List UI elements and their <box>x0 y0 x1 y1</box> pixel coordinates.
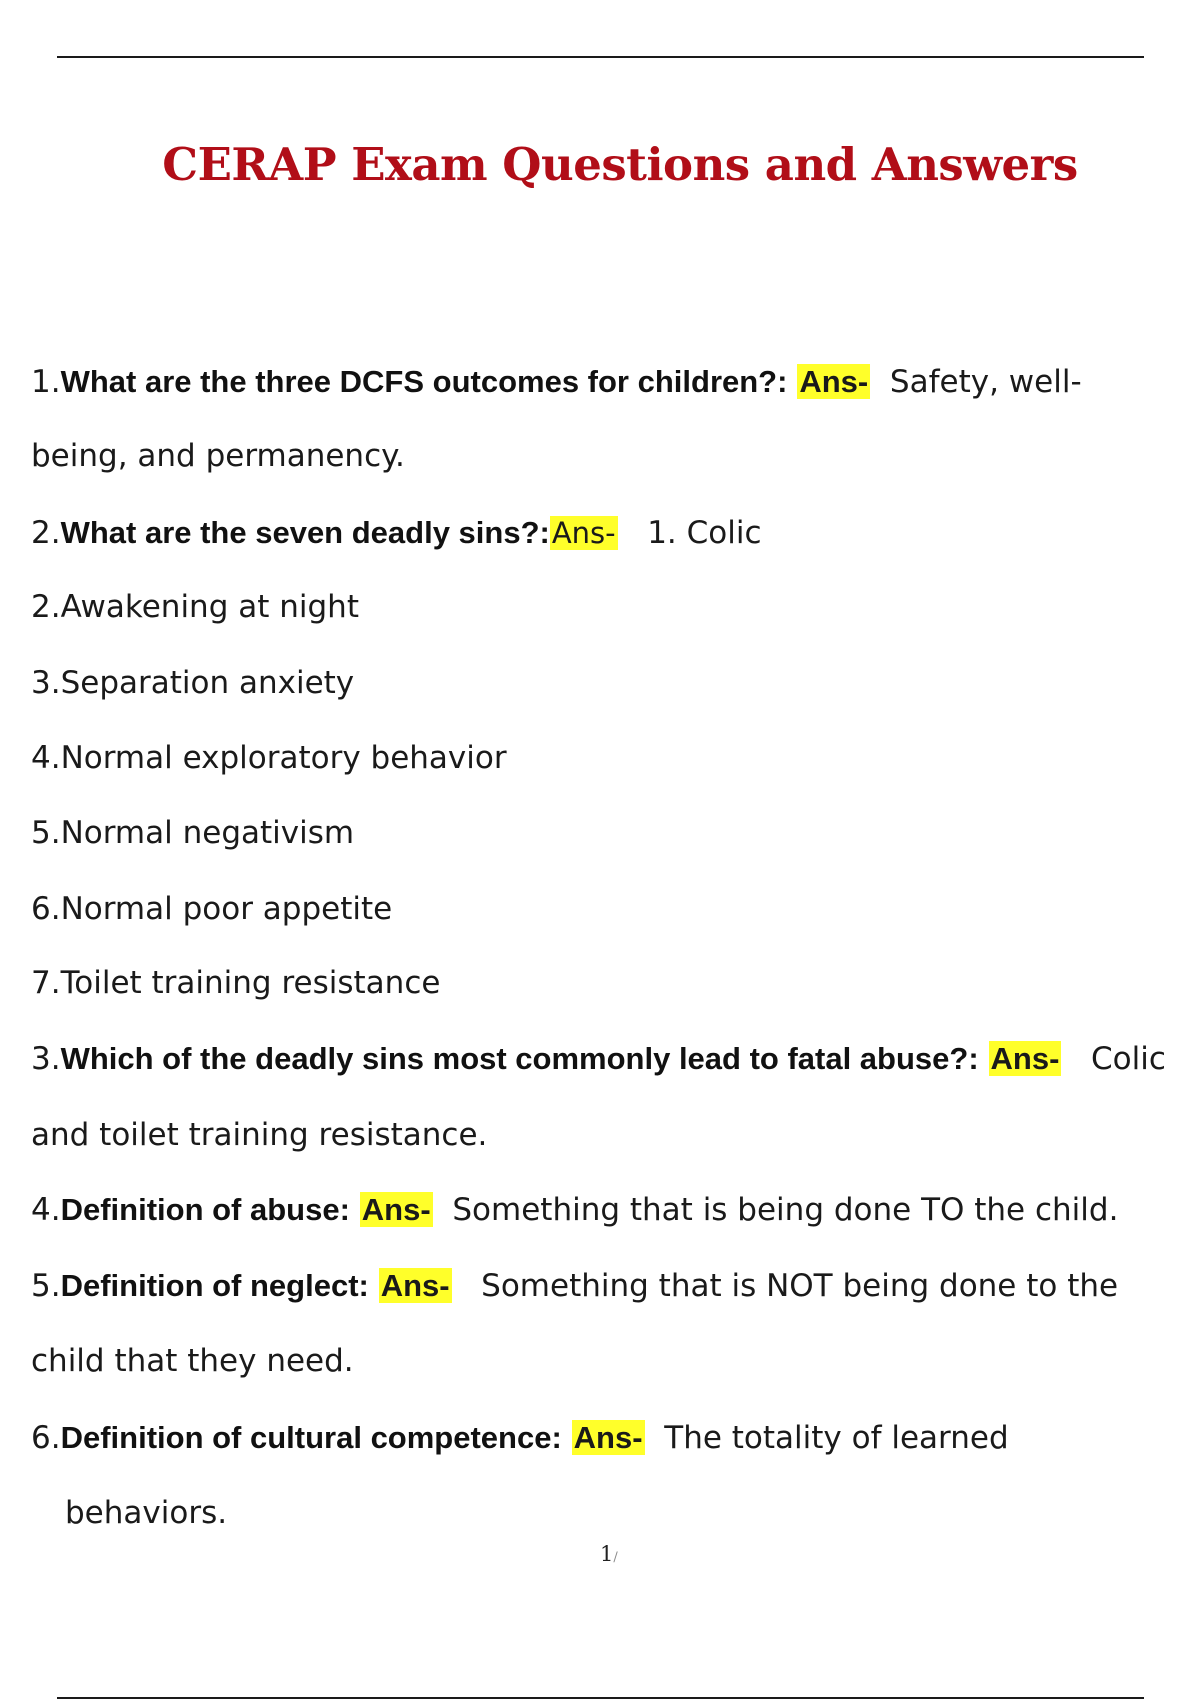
item-number: 6. <box>31 891 61 927</box>
item-number: 4. <box>31 740 61 776</box>
answer-label: Ans- <box>573 1420 643 1455</box>
item-text: Normal poor appetite <box>60 891 393 927</box>
item-text: Separation anxiety <box>60 665 355 701</box>
item-number: 1. <box>31 364 61 400</box>
item-number: 6. <box>31 1420 61 1456</box>
item-text: Normal negativism <box>60 815 355 851</box>
qa-line-continuation: child that they need. <box>31 1343 354 1379</box>
question-text: Definition of abuse: <box>60 1192 350 1227</box>
list-item <box>31 587 359 627</box>
qa-line-3 <box>31 1039 1166 1079</box>
top-rule <box>57 56 1144 58</box>
answer-label: Ans- <box>380 1268 450 1303</box>
item-number: 3. <box>31 1041 61 1077</box>
item-number: 3. <box>31 665 61 701</box>
answer-text: Something that is NOT being done to the <box>481 1268 1119 1304</box>
answer-label: Ans- <box>799 364 869 399</box>
question-text: What are the three DCFS outcomes for children?: <box>60 364 788 399</box>
item-number: 5. <box>31 815 61 851</box>
item-number: 4. <box>31 1192 61 1228</box>
answer-text: 1. Colic <box>647 515 762 551</box>
item-text: Toilet training resistance <box>60 965 441 1001</box>
qa-line-2 <box>31 513 762 553</box>
list-item <box>31 963 440 1003</box>
item-number: 5. <box>31 1268 61 1304</box>
qa-line-6 <box>31 1418 1009 1458</box>
page-number <box>600 1542 618 1566</box>
answer-text: The totality of learned <box>664 1420 1009 1456</box>
list-item <box>31 738 507 778</box>
item-number: 2. <box>31 515 61 551</box>
question-text: Which of the deadly sins most commonly lead to fatal abuse?: <box>60 1041 979 1076</box>
item-number: 7. <box>31 965 61 1001</box>
list-item <box>31 813 354 853</box>
answer-label: Ans- <box>551 516 616 550</box>
bottom-rule <box>57 1697 1144 1699</box>
page-number-slash: / <box>613 1550 618 1565</box>
answer-label: Ans- <box>361 1192 431 1227</box>
question-text: Definition of cultural competence: <box>60 1420 562 1455</box>
list-item <box>31 663 354 703</box>
item-text: Awakening at night <box>60 589 359 625</box>
item-number: 2. <box>31 589 61 625</box>
qa-line-continuation: behaviors. <box>65 1495 228 1531</box>
question-text: Definition of neglect: <box>60 1268 369 1303</box>
qa-line-continuation: being, and permanency. <box>31 438 405 474</box>
list-item <box>31 889 392 929</box>
answer-text: Safety, well- <box>889 364 1082 400</box>
document-title: CERAP Exam Questions and Answers <box>162 138 1078 191</box>
answer-text: Colic <box>1090 1041 1166 1077</box>
item-text: Normal exploratory behavior <box>60 740 507 776</box>
answer-label: Ans- <box>990 1041 1060 1076</box>
qa-line-5 <box>31 1266 1118 1306</box>
answer-text: Something that is being done TO the child. <box>452 1192 1119 1228</box>
question-text: What are the seven deadly sins?: <box>60 515 550 550</box>
qa-line-continuation: and toilet training resistance. <box>31 1117 488 1153</box>
page-number-value: 1 <box>600 1542 614 1566</box>
qa-line-4 <box>31 1190 1118 1230</box>
qa-line-1 <box>31 362 1082 402</box>
